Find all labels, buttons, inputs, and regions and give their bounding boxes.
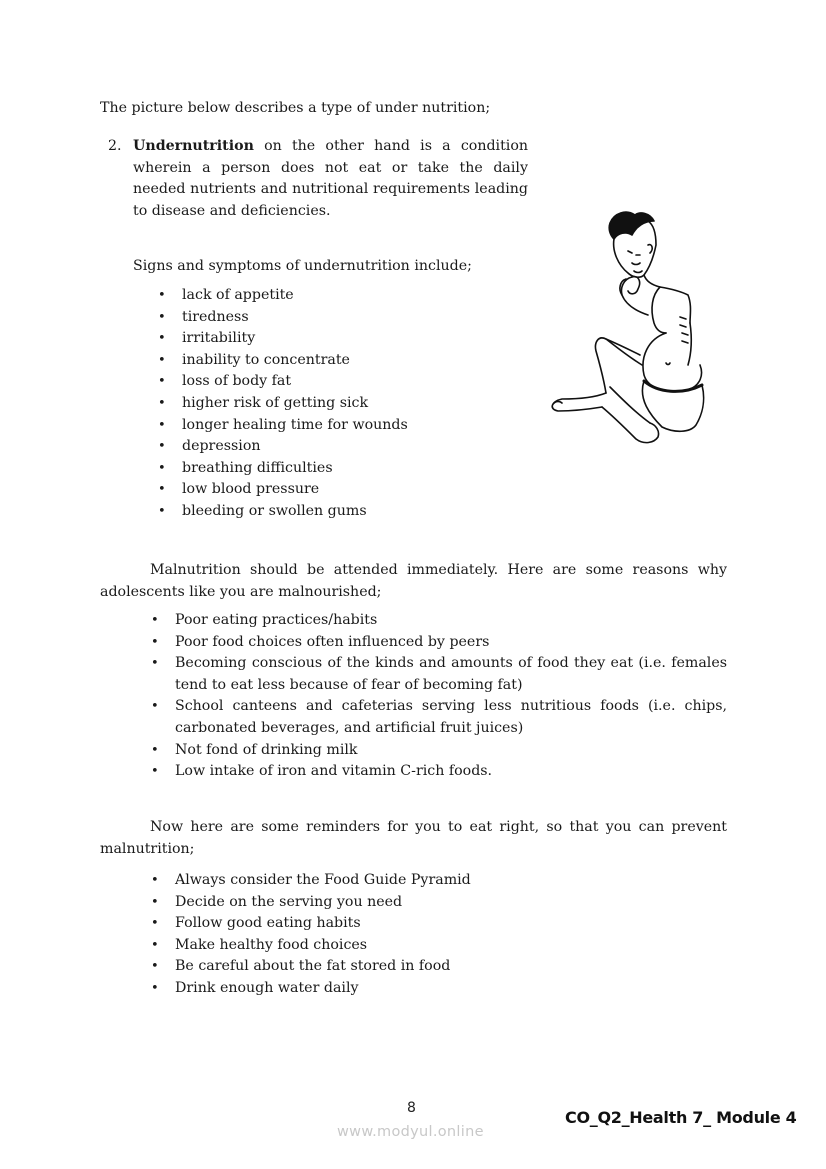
list-item (158, 436, 542, 458)
watermark-link[interactable]: www.modyul.online (337, 1124, 484, 1140)
list-item (158, 328, 542, 350)
list-item (158, 350, 542, 372)
list-item-text: Always consider the Food Guide Pyramid (175, 872, 471, 888)
list-item-text: loss of body fat (182, 373, 292, 390)
list-item-text: lack of appetite (182, 287, 294, 303)
list-item-text: Follow good eating habits (175, 915, 361, 932)
list-item (151, 740, 727, 762)
list-item (151, 892, 727, 914)
bullet-icon: • (158, 460, 166, 476)
intro-sentence: The picture below describes a type of under nutrition; (100, 100, 491, 116)
list-item-text: breathing difficulties (182, 459, 333, 476)
bullet-icon: • (158, 395, 166, 411)
reasons-paragraph (100, 560, 727, 603)
bullet-icon: • (158, 417, 166, 433)
list-item-text: depression (182, 438, 261, 455)
list-item (151, 913, 727, 935)
list-item-text: longer healing time for wounds (182, 416, 408, 433)
module-code: CO_Q2_Health 7_ Module 4 (565, 1108, 797, 1127)
bullet-icon: • (158, 288, 166, 303)
list-item-text: bleeding or swollen gums (182, 502, 367, 519)
list-item-text: Make healthy food choices (175, 936, 368, 953)
list-item (151, 978, 727, 1000)
bullet-icon: • (151, 656, 159, 672)
bullet-icon: • (151, 894, 159, 910)
list-item (158, 285, 542, 307)
list-item-text: tiredness (182, 308, 249, 325)
list-item-text: Poor eating practices/habits (175, 612, 378, 628)
item-number: 2. (108, 138, 122, 154)
bullet-icon: • (151, 634, 159, 650)
list-item (158, 415, 542, 437)
list-item-text: Drink enough water daily (175, 979, 359, 996)
reasons-paragraph-text: Malnutrition should be attended immediately. Here are some reasons why adolescents like you are malnourished; (100, 562, 727, 600)
list-item (158, 458, 542, 480)
bullet-icon: • (151, 980, 159, 996)
reminders-paragraph-text: Now here are some reminders for you to eat right, so that you can prevent malnutrition; (100, 819, 727, 857)
bullet-icon: • (158, 482, 166, 498)
list-item-text: higher risk of getting sick (182, 394, 369, 411)
list-item (158, 501, 542, 523)
signs-heading: Signs and symptoms of undernutrition include; (133, 258, 472, 274)
definition-text: on the other hand is a condition wherein a person does not eat or take the daily needed nutrients and nutritional requirements leading to disease and deficiencies. (133, 138, 528, 219)
list-item-text: inability to concentrate (182, 351, 350, 368)
bullet-icon: • (151, 613, 159, 628)
list-item-text: Not fond of drinking milk (175, 741, 358, 758)
bullet-icon: • (151, 916, 159, 932)
list-item-text: low blood pressure (182, 481, 320, 498)
list-item (151, 956, 727, 978)
list-item-text: Low intake of iron and vitamin C-rich foods. (175, 763, 493, 780)
signs-list (158, 285, 542, 523)
reminders-list (151, 870, 727, 1000)
bullet-icon: • (158, 309, 166, 325)
bullet-icon: • (151, 742, 159, 758)
bullet-icon: • (151, 959, 159, 975)
bullet-icon: • (151, 699, 159, 715)
list-item-text: Be careful about the fat stored in food (175, 958, 451, 975)
definition-term: Undernutrition (133, 138, 254, 154)
list-item (151, 696, 727, 739)
list-item (158, 371, 542, 393)
list-item (158, 393, 542, 415)
list-item-text: School canteens and cafeterias serving less nutritious foods (i.e. chips, carbonated beverages, and artificial fruit juices) (175, 698, 727, 736)
list-item-text: Decide on the serving you need (175, 893, 403, 910)
bullet-icon: • (151, 764, 159, 780)
list-item-text: Becoming conscious of the kinds and amounts of food they eat (i.e. females tend to eat less because of fear of becoming fat) (175, 655, 727, 693)
list-item (158, 479, 542, 501)
malnourished-child-illustration (540, 205, 730, 450)
bullet-icon: • (158, 331, 166, 347)
definition-body (133, 136, 528, 222)
list-item (151, 761, 727, 783)
list-item (151, 610, 727, 632)
list-item (151, 870, 727, 892)
list-item (151, 653, 727, 696)
definition-item (108, 136, 528, 222)
list-item-text: irritability (182, 330, 256, 347)
bullet-icon: • (158, 352, 166, 368)
list-item (151, 632, 727, 654)
list-item-text: Poor food choices often influenced by peers (175, 633, 490, 650)
page-number: 8 (407, 1100, 416, 1116)
reminders-paragraph (100, 817, 727, 860)
bullet-icon: • (158, 503, 166, 519)
bullet-icon: • (151, 873, 159, 888)
list-item (158, 307, 542, 329)
list-item (151, 935, 727, 957)
bullet-icon: • (158, 374, 166, 390)
bullet-icon: • (151, 937, 159, 953)
bullet-icon: • (158, 439, 166, 455)
reasons-list (151, 610, 727, 783)
